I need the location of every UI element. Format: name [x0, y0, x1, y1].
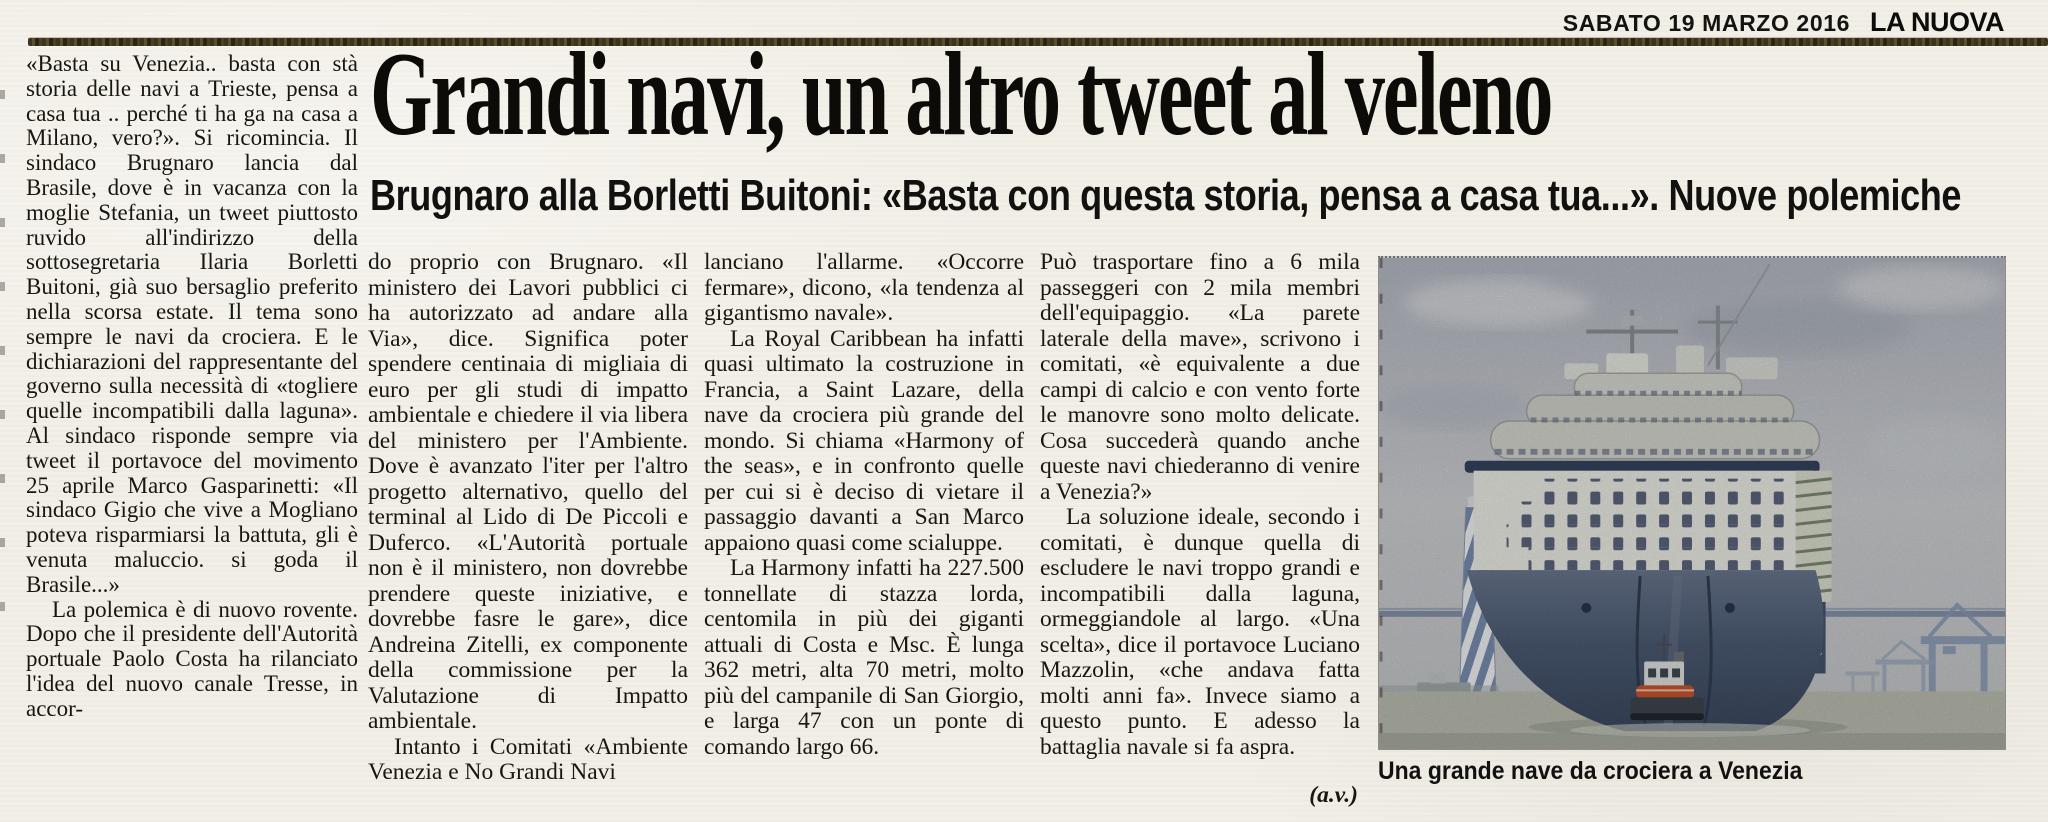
body-paragraph: «Basta su Venezia.. basta con stà storia delle navi a Trieste, pensa a casa tua .. perché ti ha ga na casa a Milano, vero?». Si ricomincia. Il sindaco Brugnaro lancia dal Brasile, dove è in vacanza con la moglie Stefania, un tweet piuttosto ruvido all'indirizzo della sottosegretaria Ilaria Borletti Buitoni, già suo bersaglio preferito nella scorsa estate. Il tema sono sempre le navi da crociera. E le dichiarazioni del rappresentante del governo sulla necessità di «togliere quelle incompatibili dalla laguna». Al sindaco risponde sempre via tweet il portavoce del movimento 25 aprile Marco Gasparinetti: «Il sindaco Gigio che vive a Mogliano poteva risparmiarsi la battuta, gli è venuta maluccio. si goda il Brasile...»	[26, 52, 358, 597]
body-paragraph: Intanto i Comitati «Ambiente Venezia e No Grandi Navi	[368, 733, 688, 785]
photo-grain-overlay	[1379, 258, 2005, 749]
article-subhead: Brugnaro alla Borletti Buitoni: «Basta con questa storia, pensa a casa tua...». Nuove polemiche	[370, 171, 1962, 220]
photo-caption: Una grande nave da crociera a Venezia	[1378, 757, 1803, 785]
article-headline: Grandi navi, un altro tweet al veleno	[370, 27, 1552, 160]
body-column-1	[26, 52, 358, 784]
newspaper-brand: LA NUOVA	[1870, 7, 2004, 37]
body-paragraph: lanciano l'allarme. «Occorre fermare», dicono, «la tendenza al gigantismo navale».	[704, 250, 1024, 326]
body-paragraph: La polemica è di nuovo rovente. Dopo che il presidente dell'Autorità portuale Paolo Costa ha rilanciato l'idea del nuovo canale Tresse, in accor-	[26, 596, 358, 721]
masthead	[1563, 7, 2004, 38]
body-paragraph: La Harmony infatti ha 227.500 tonnellate di stazza lorda, centomila in più dei giganti attuali di Costa e Msc. È lunga 362 metri, alta 70 metri, molto più del campanile di San Giorgio, e larga 47 con un ponte di comando largo 66.	[704, 555, 1024, 760]
body-column-2	[368, 250, 688, 814]
cruise-ship-photo	[1378, 256, 2006, 750]
body-paragraph: Può trasportare fino a 6 mila passeggeri con 2 mila membri dell'equipaggio. «La parete laterale della mave», scrivono i comitati, «è equivalente a due campi di calcio e con vento forte le manovre sono molto delicate. Cosa succederà quando anche queste navi chiederanno di venire a Venezia?»	[1040, 250, 1360, 505]
body-paragraph: La Royal Caribbean ha infatti quasi ultimato la costruzione in Francia, a Saint Lazare, della nave da crociera più grande del mondo. Si chiama «Harmony of the seas», e in confronto quelle per cui si è deciso di vietare il passaggio davanti a San Marco appaiono quasi come scialuppe.	[704, 325, 1024, 556]
body-paragraph: La soluzione ideale, secondo i comitati, è dunque quella di escludere le navi troppo grandi e incompatibili dalla laguna, ormeggiandole al largo. «Una scelta», dice il portavoce Luciano Mazzolin, «che andava fatta molti anni fa». Invece siamo a questo punto. E adesso la battaglia navale si fa aspra.	[1040, 504, 1360, 760]
body-paragraph: do proprio con Brugnaro. «Il ministero dei Lavori pubblici ci ha autorizzato ad andare alla Via», dice. Significa poter spendere centinaia di migliaia di euro per gli studi di impatto ambientale e chiedere il via libera del ministero per l'Ambiente. Dove è avanzato l'iter per l'altro progetto alternativo, quello del terminal al Lido di De Piccoli e Duferco. «L'Autorità portuale non è il ministero, non dovrebbe prendere queste iniziative, e dovrebbe fasre le gare», dice Andreina Zitelli, ex componente della commissione per la Valutazione di Impatto ambientale.	[368, 250, 688, 734]
date-label: SABATO 19 MARZO 2016	[1562, 10, 1850, 36]
body-column-4	[1040, 250, 1360, 814]
author-initials: (a.v.)	[1309, 782, 1358, 808]
scan-edge-marks	[0, 90, 5, 660]
cruise-ship-photo-scene	[1379, 258, 2005, 749]
body-column-3	[704, 250, 1024, 814]
